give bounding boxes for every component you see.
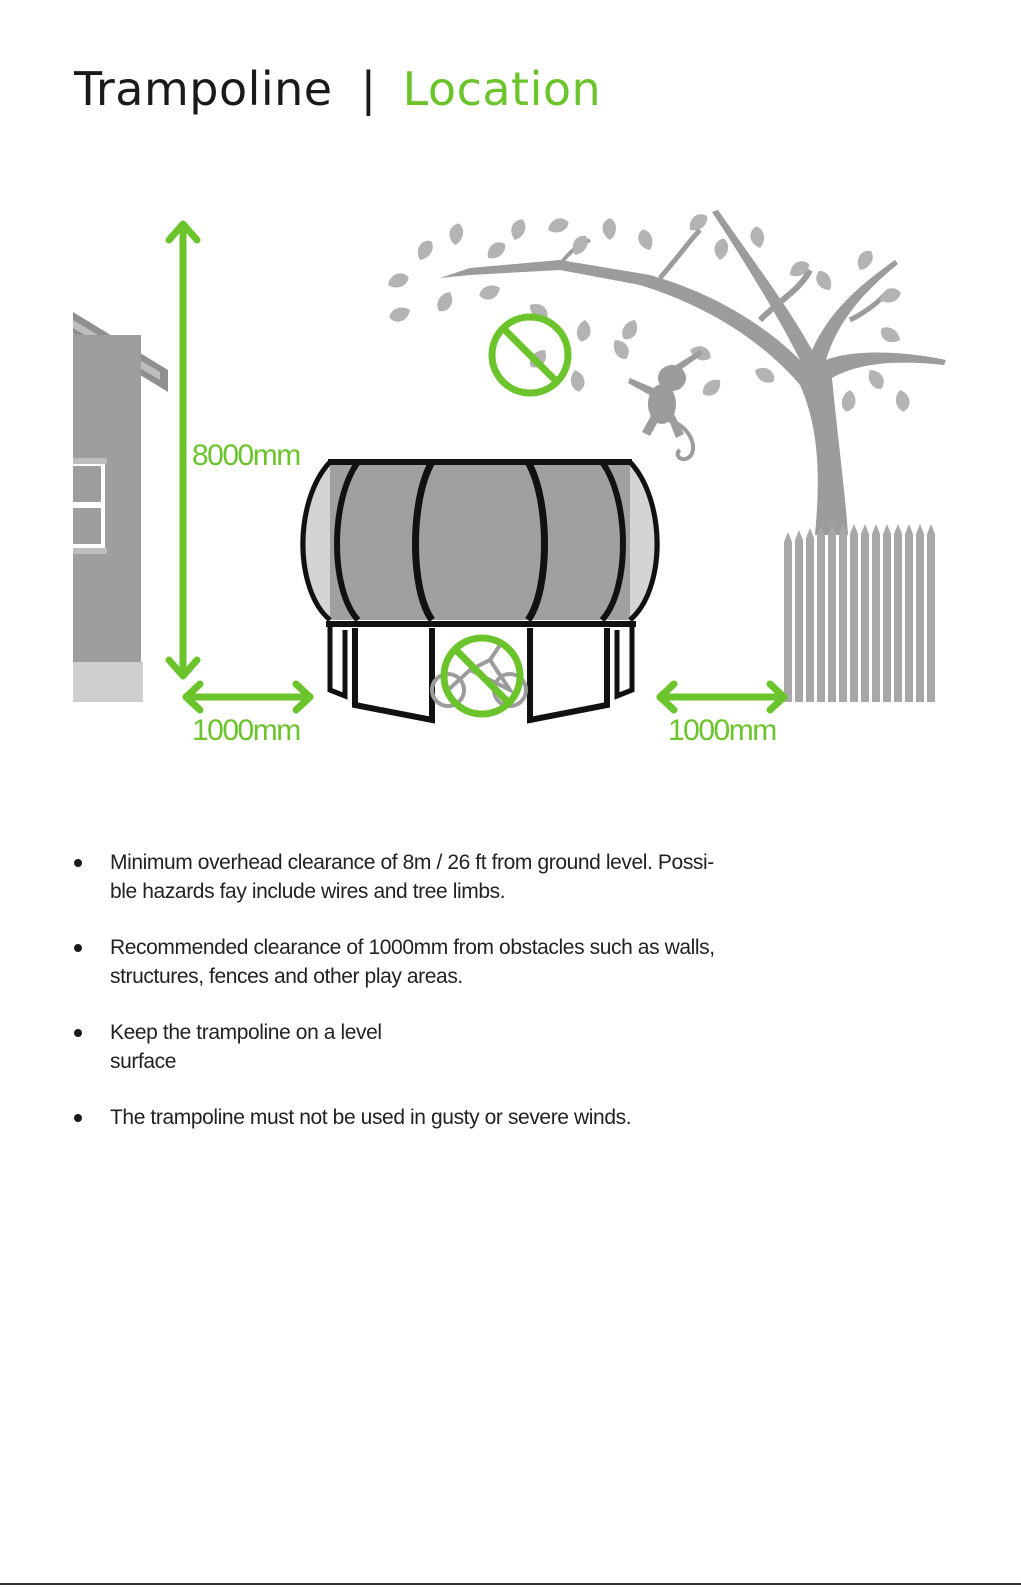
page-title	[74, 62, 601, 116]
bullet-dot-icon	[74, 859, 82, 867]
right-clearance-label: 1000mm	[668, 714, 776, 747]
list-item	[70, 1018, 830, 1076]
no-symbol-icon	[492, 317, 568, 393]
bullet-dot-icon	[74, 944, 82, 952]
title-secondary: Location	[402, 62, 602, 116]
list-item	[70, 933, 830, 991]
fence-icon	[784, 524, 935, 702]
list-item-line: surface	[110, 1050, 177, 1073]
vertical-clearance-label: 8000mm	[192, 439, 300, 472]
safety-bullet-list	[70, 848, 830, 1159]
clearance-diagram	[0, 200, 1021, 760]
title-primary: Trampoline	[74, 62, 333, 116]
bullet-dot-icon	[74, 1029, 82, 1037]
bottom-divider	[0, 1583, 1021, 1585]
monkey-icon	[628, 350, 703, 459]
left-clearance-label: 1000mm	[192, 714, 300, 747]
trampoline-icon	[300, 462, 660, 720]
left-clearance-arrow-icon	[186, 684, 310, 710]
list-item-line: Recommended clearance of 1000mm from obstacles such as walls,	[110, 936, 715, 959]
list-item-line: Keep the trampoline on a level	[110, 1021, 382, 1044]
house-icon	[73, 312, 168, 702]
list-item-line: Minimum overhead clearance of 8m / 26 ft from ground level. Possi-	[110, 851, 714, 874]
list-item	[70, 1103, 830, 1132]
title-separator: |	[360, 62, 377, 116]
list-item-line: ble hazards fay include wires and tree limbs.	[110, 880, 506, 903]
list-item	[70, 848, 830, 906]
right-clearance-arrow-icon	[660, 684, 784, 710]
list-item-line: structures, fences and other play areas.	[110, 965, 463, 988]
list-item-line: The trampoline must not be used in gusty or severe winds.	[110, 1106, 632, 1129]
bullet-dot-icon	[74, 1114, 82, 1122]
